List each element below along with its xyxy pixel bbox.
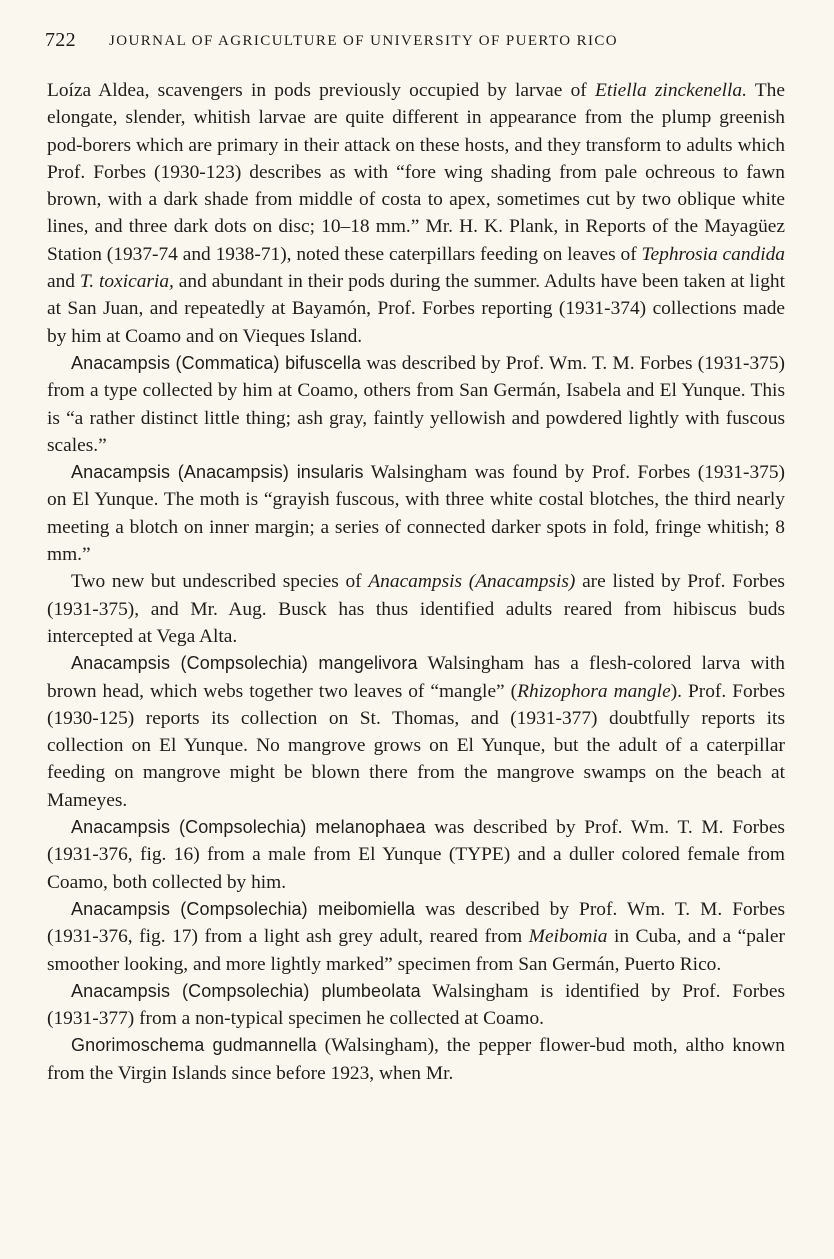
italic-species-name: T. toxicaria, <box>79 271 174 293</box>
paragraph-text: ). Prof. Forbes (1930-125) reports its collection on St. Thomas, and (1931-377) doubtfully reports its collection on El Yunque. No mangrove grows on El Yunque, but the adult of a caterpillar feeding on mangrove might be blown there from the mangrove swamps on the beach at Mameyes. <box>47 680 785 811</box>
species-heading: Anacampsis (Anacampsis) insularis <box>71 462 364 483</box>
paragraph-text: was described by Prof. Wm. T. M. Forbes (1931-375) from a type collected by him at Coamo, others from San Germán, Isabela and El Yunque. This is “a rather distinct little thing; ash gray, faintly yellowish and powdered lightly with fuscous scales.” <box>47 352 785 456</box>
italic-species-name: Rhizophora mangle <box>517 680 671 702</box>
italic-species-name: Anacampsis (Anacampsis) <box>368 571 576 593</box>
paragraph-text: was described by Prof. Wm. T. M. Forbes (1931-376, fig. 17) from a light ash grey adult, reared from <box>47 898 785 948</box>
species-heading: Anacampsis (Compsolechia) plumbeolata <box>71 980 421 1001</box>
species-heading: Gnorimoschema gudmannella <box>71 1035 317 1056</box>
paragraph-text: in Cuba, and a “paler smoother looking, and more lightly marked” specimen from San Germán, Puerto Rico. <box>47 926 785 975</box>
paragraph-text: Walsingham was found by Prof. Forbes (1931-375) on El Yunque. The moth is “grayish fuscous, with three white costal blotches, the third nearly meeting a blotch on inner margin; a series of connected darker spots in fold, fringe whitish; 8 mm.” <box>47 462 785 566</box>
article-body <box>47 77 785 1087</box>
paragraph-text: are listed by Prof. Forbes (1931-375), and Mr. Aug. Busck has thus identified adults reared from hibiscus buds intercepted at Vega Alta. <box>47 571 785 647</box>
paragraph-text: (Walsingham), the pepper flower-bud moth, altho known from the Virgin Islands since before 1923, when Mr. <box>47 1035 785 1084</box>
italic-species-name: Meibomia <box>528 926 608 948</box>
paragraph-text: Two new but undescribed species of <box>71 571 369 593</box>
paragraph-text: Walsingham has a flesh-colored larva with brown head, which webs together two leaves of “mangle” ( <box>47 653 785 702</box>
paragraph-text: The elongate, slender, whitish larvae are quite different in appearance from the plump greenish pod-borers which are primary in their attack on these hosts, and they transform to adults which Prof. Forbes (1930-123) describes as with “fore wing shading from pale ochreous to fawn brown, with a dark shade from middle of costa to apex, sometimes cut by two oblique white lines, and three dark dots on disc; 10–18 mm.” Mr. H. K. Plank, in Reports of the Mayagüez Station (1937-74 and 1938-71), noted these caterpillars feeding on leaves of <box>47 80 785 265</box>
italic-species-name: Etiella zinckenella. <box>594 80 747 101</box>
paragraph-plumbeolata <box>47 978 785 1033</box>
paragraph-etiella-continuation <box>47 77 785 350</box>
paragraph-undescribed-species <box>47 568 785 650</box>
species-heading: Anacampsis (Compsolechia) melanophaea <box>71 817 426 838</box>
paragraph-text: Loíza Aldea, scavengers in pods previously occupied by larvae of <box>47 80 595 101</box>
page-number: 722 <box>45 29 76 51</box>
species-heading: Anacampsis (Compsolechia) mangelivora <box>71 653 418 674</box>
paragraph-bifuscella <box>47 350 785 459</box>
paragraph-insularis <box>47 459 785 568</box>
running-head: JOURNAL OF AGRICULTURE OF UNIVERSITY OF PUERTO RICO <box>109 33 619 49</box>
species-heading: Anacampsis (Commatica) bifuscella <box>71 352 362 373</box>
paragraph-gudmannella <box>47 1032 785 1087</box>
page-header <box>45 26 785 54</box>
italic-species-name: Tephrosia candida <box>641 243 785 265</box>
paragraph-meibomiella <box>47 896 785 978</box>
paragraph-text: and abundant in their pods during the summer. Adults have been taken at light at San Juan, and repeatedly at Bayamón, Prof. Forbes reporting (1931-374) collections made by him at Coamo and on Vieques Island. <box>47 271 785 347</box>
paragraph-text: and <box>47 271 80 293</box>
paragraph-text: was described by Prof. Wm. T. M. Forbes (1931-376, fig. 16) from a male from El Yunque (TYPE) and a duller colored female from Coamo, both collected by him. <box>47 817 785 893</box>
paragraph-mangelivora <box>47 650 785 814</box>
paragraph-melanophaea <box>47 814 785 896</box>
species-heading: Anacampsis (Compsolechia) meibomiella <box>71 898 416 919</box>
paragraph-text: Walsingham is identified by Prof. Forbes (1931-377) from a non-typical specimen he collected at Coamo. <box>47 980 786 1030</box>
